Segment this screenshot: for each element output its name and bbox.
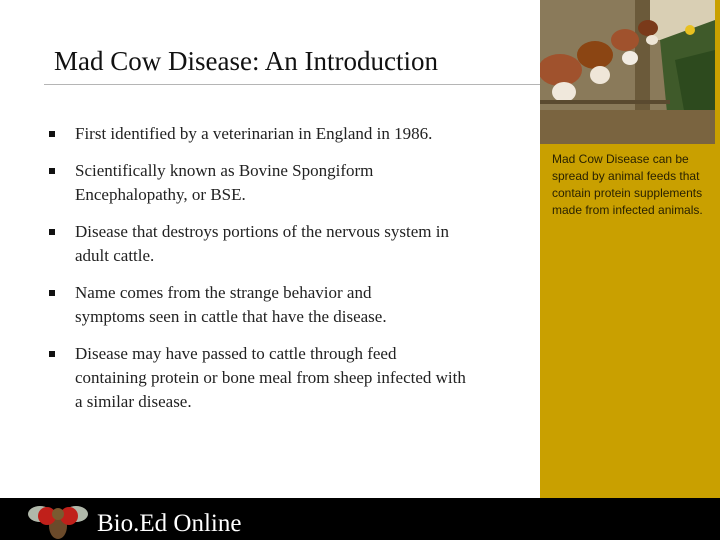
- bullet-item: [48, 220, 468, 268]
- title-divider: [44, 84, 542, 85]
- bullet-text: Scientifically known as Bovine Spongiform Encephalopathy, or BSE.: [75, 161, 374, 204]
- bullet-item: [48, 159, 468, 207]
- bullet-text: Disease that destroys portions of the nervous system in adult cattle.: [75, 222, 449, 265]
- photo-caption: Mad Cow Disease can be spread by animal feeds that contain protein supplements made from infected animals.: [552, 152, 703, 217]
- square-bullet-icon: [49, 131, 55, 137]
- bullet-text: Disease may have passed to cattle through feed containing protein or bone meal from sheep infected with a similar disease.: [75, 344, 466, 411]
- bullet-text: First identified by a veterinarian in England in 1986.: [75, 124, 433, 143]
- bullet-item: [48, 342, 468, 414]
- slide-title: Mad Cow Disease: An Introduction: [54, 46, 438, 76]
- square-bullet-icon: [49, 229, 55, 235]
- footer-brand: Bio.Ed Online: [97, 510, 242, 537]
- square-bullet-icon: [49, 290, 55, 296]
- square-bullet-icon: [49, 168, 55, 174]
- bullet-item: [48, 122, 468, 146]
- bullet-list: [48, 122, 468, 414]
- bullet-text: Name comes from the strange behavior and symptoms seen in cattle that have the disease.: [75, 283, 387, 326]
- bullet-item: [48, 281, 468, 329]
- square-bullet-icon: [49, 351, 55, 357]
- cattle-feedlot-photo: [540, 0, 715, 144]
- fly-logo-icon: [28, 496, 88, 540]
